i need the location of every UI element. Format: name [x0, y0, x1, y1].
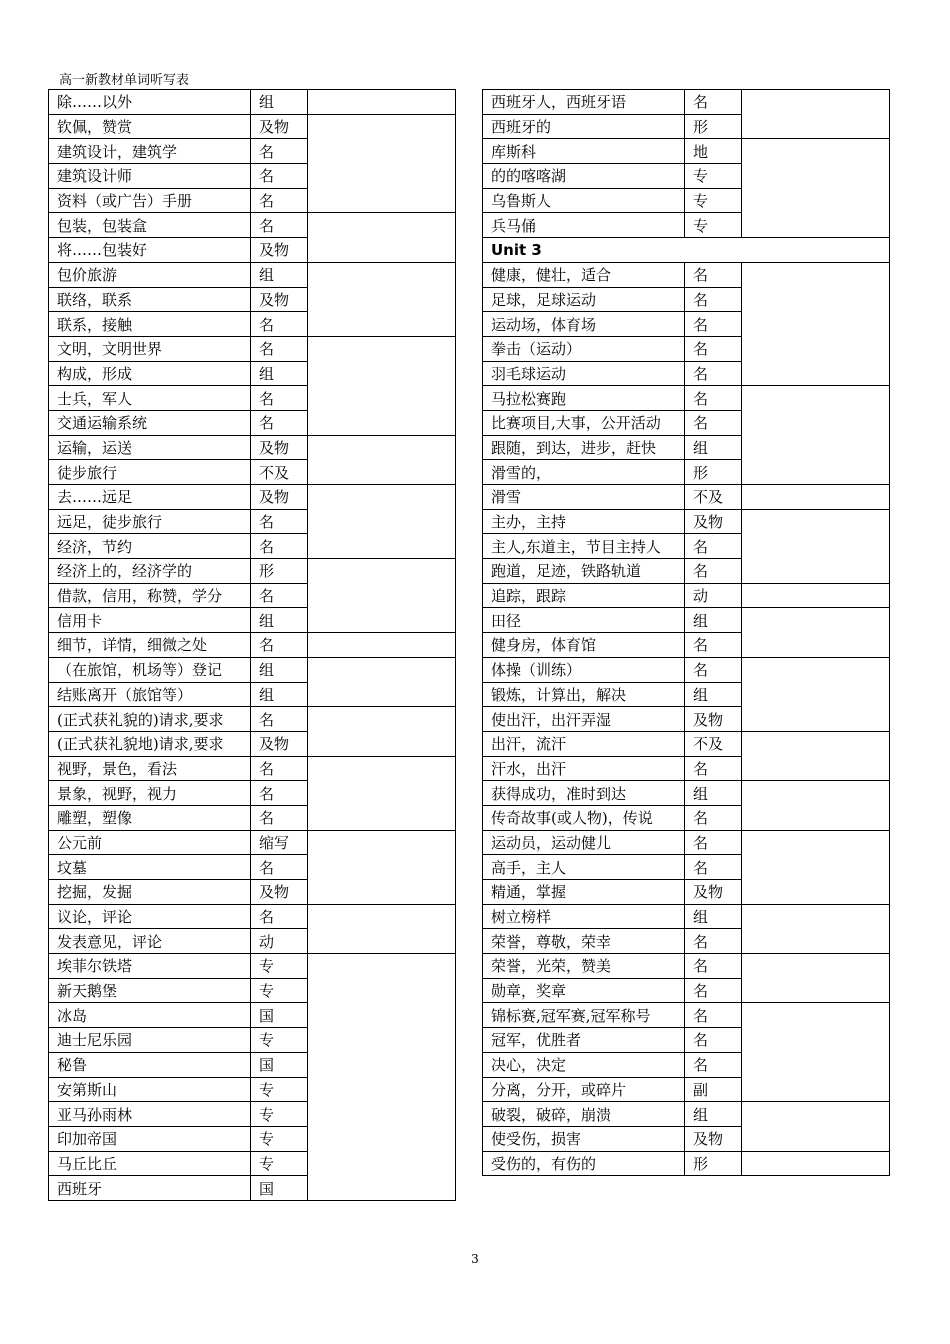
part-of-speech-cell: 名 [685, 90, 742, 115]
word-meaning-cell: 主办，主持 [483, 509, 685, 534]
part-of-speech-cell: 名 [251, 781, 308, 806]
word-meaning-cell: 视野，景色，看法 [49, 756, 251, 781]
word-meaning-cell: 兵马俑 [483, 213, 685, 238]
part-of-speech-cell: 地 [685, 139, 742, 164]
part-of-speech-cell: 组 [251, 90, 308, 115]
word-meaning-cell: 足球，足球运动 [483, 287, 685, 312]
part-of-speech-cell: 名 [685, 1052, 742, 1077]
part-of-speech-cell: 名 [685, 978, 742, 1003]
table-row [49, 114, 456, 139]
word-meaning-cell: 的的喀喀湖 [483, 164, 685, 189]
word-meaning-cell: 细节，详情，细微之处 [49, 633, 251, 658]
answer-blank-cell [308, 114, 456, 213]
page-header: 高一新教材单词听写表 [59, 73, 190, 88]
part-of-speech-cell: 及物 [685, 1126, 742, 1151]
word-meaning-cell: 跟随，到达，进步，赶快 [483, 435, 685, 460]
part-of-speech-cell: 及物 [685, 509, 742, 534]
part-of-speech-cell: 名 [685, 1003, 742, 1028]
answer-blank-cell [742, 139, 890, 238]
part-of-speech-cell: 名 [251, 139, 308, 164]
part-of-speech-cell: 名 [685, 929, 742, 954]
vocab-table-right [482, 89, 890, 1176]
answer-blank-cell [308, 830, 456, 904]
word-meaning-cell: 使受伤，损害 [483, 1126, 685, 1151]
part-of-speech-cell: 形 [251, 559, 308, 584]
word-meaning-cell: 体操（训练） [483, 657, 685, 682]
word-meaning-cell: 士兵，军人 [49, 386, 251, 411]
part-of-speech-cell: 名 [251, 534, 308, 559]
part-of-speech-cell: 名 [685, 954, 742, 979]
word-meaning-cell: 安第斯山 [49, 1077, 251, 1102]
word-meaning-cell: 锦标赛,冠军赛,冠军称号 [483, 1003, 685, 1028]
part-of-speech-cell: 组 [685, 608, 742, 633]
part-of-speech-cell: 专 [251, 1102, 308, 1127]
table-row [49, 90, 456, 115]
word-meaning-cell: (正式获礼貌地)请求,要求 [49, 731, 251, 756]
part-of-speech-cell: 名 [685, 756, 742, 781]
word-meaning-cell: 破裂，破碎，崩溃 [483, 1102, 685, 1127]
answer-blank-cell [742, 904, 890, 953]
part-of-speech-cell: 形 [685, 1151, 742, 1176]
part-of-speech-cell: 专 [685, 213, 742, 238]
part-of-speech-cell: 名 [685, 633, 742, 658]
table-row [483, 485, 890, 510]
word-meaning-cell: 田径 [483, 608, 685, 633]
part-of-speech-cell: 名 [251, 633, 308, 658]
word-meaning-cell: 建筑设计师 [49, 164, 251, 189]
word-meaning-cell: 雕塑，塑像 [49, 805, 251, 830]
word-meaning-cell: 羽毛球运动 [483, 361, 685, 386]
unit-heading-row [483, 238, 890, 263]
word-meaning-cell: 远足，徒步旅行 [49, 509, 251, 534]
word-meaning-cell: 交通运输系统 [49, 410, 251, 435]
word-meaning-cell: 秘鲁 [49, 1052, 251, 1077]
word-meaning-cell: 马拉松赛跑 [483, 386, 685, 411]
table-row [483, 1003, 890, 1028]
word-meaning-cell: 西班牙的 [483, 114, 685, 139]
answer-blank-cell [308, 633, 456, 658]
part-of-speech-cell: 及物 [251, 731, 308, 756]
answer-blank-cell [308, 904, 456, 953]
word-meaning-cell: 健身房，体育馆 [483, 633, 685, 658]
part-of-speech-cell: 名 [251, 756, 308, 781]
part-of-speech-cell: 组 [251, 608, 308, 633]
answer-blank-cell [742, 830, 890, 904]
part-of-speech-cell: 及物 [251, 114, 308, 139]
table-row [483, 904, 890, 929]
part-of-speech-cell: 副 [685, 1077, 742, 1102]
part-of-speech-cell: 名 [251, 583, 308, 608]
answer-blank-cell [742, 90, 890, 139]
answer-blank-cell [308, 262, 456, 336]
table-row [483, 608, 890, 633]
vocab-table-left [48, 89, 456, 1201]
word-meaning-cell: 除……以外 [49, 90, 251, 115]
word-meaning-cell: 跑道，足迹，铁路轨道 [483, 559, 685, 584]
word-meaning-cell: 荣誉，尊敬，荣幸 [483, 929, 685, 954]
word-meaning-cell: 文明，文明世界 [49, 336, 251, 361]
part-of-speech-cell: 组 [251, 361, 308, 386]
word-meaning-cell: 经济上的，经济学的 [49, 559, 251, 584]
part-of-speech-cell: 专 [251, 1126, 308, 1151]
word-meaning-cell: 资料（或广告）手册 [49, 188, 251, 213]
table-row [483, 90, 890, 115]
word-meaning-cell: 勋章，奖章 [483, 978, 685, 1003]
word-meaning-cell: 迪士尼乐园 [49, 1028, 251, 1053]
word-meaning-cell: 比赛项目,大事，公开活动 [483, 410, 685, 435]
part-of-speech-cell: 名 [251, 707, 308, 732]
word-meaning-cell: 树立榜样 [483, 904, 685, 929]
word-meaning-cell: 滑雪的， [483, 460, 685, 485]
answer-blank-cell [742, 608, 890, 657]
part-of-speech-cell: 名 [251, 904, 308, 929]
word-meaning-cell: 传奇故事(或人物)，传说 [483, 805, 685, 830]
word-meaning-cell: 主人,东道主，节目主持人 [483, 534, 685, 559]
table-row [483, 954, 890, 979]
answer-blank-cell [742, 509, 890, 583]
part-of-speech-cell: 专 [251, 1028, 308, 1053]
word-meaning-cell: 结账离开（旅馆等） [49, 682, 251, 707]
table-row [483, 1151, 890, 1176]
part-of-speech-cell: 及物 [685, 880, 742, 905]
word-meaning-cell: 经济，节约 [49, 534, 251, 559]
part-of-speech-cell: 名 [251, 164, 308, 189]
part-of-speech-cell: 名 [251, 213, 308, 238]
word-meaning-cell: 挖掘，发掘 [49, 880, 251, 905]
word-meaning-cell: 将……包装好 [49, 238, 251, 263]
table-row [49, 262, 456, 287]
part-of-speech-cell: 名 [251, 386, 308, 411]
word-meaning-cell: 运动场，体育场 [483, 312, 685, 337]
answer-blank-cell [308, 485, 456, 559]
table-row [483, 731, 890, 756]
part-of-speech-cell: 及物 [251, 880, 308, 905]
table-row [483, 657, 890, 682]
table-row [483, 262, 890, 287]
word-meaning-cell: 西班牙 [49, 1176, 251, 1201]
word-meaning-cell: 精通，掌握 [483, 880, 685, 905]
table-row [49, 954, 456, 979]
part-of-speech-cell: 名 [685, 410, 742, 435]
table-row [49, 756, 456, 781]
word-meaning-cell: 坟墓 [49, 855, 251, 880]
answer-blank-cell [742, 386, 890, 485]
word-meaning-cell: 汗水，出汗 [483, 756, 685, 781]
part-of-speech-cell: 缩写 [251, 830, 308, 855]
part-of-speech-cell: 及物 [251, 238, 308, 263]
part-of-speech-cell: 及物 [251, 287, 308, 312]
part-of-speech-cell: 专 [251, 978, 308, 1003]
table-row [49, 485, 456, 510]
word-meaning-cell: 公元前 [49, 830, 251, 855]
word-meaning-cell: 包装，包装盒 [49, 213, 251, 238]
part-of-speech-cell: 名 [251, 410, 308, 435]
part-of-speech-cell: 国 [251, 1003, 308, 1028]
table-row [483, 781, 890, 806]
word-meaning-cell: 建筑设计，建筑学 [49, 139, 251, 164]
part-of-speech-cell: 名 [685, 336, 742, 361]
part-of-speech-cell: 名 [685, 386, 742, 411]
table-row [49, 559, 456, 584]
word-meaning-cell: 运输，运送 [49, 435, 251, 460]
word-meaning-cell: 锻炼，计算出，解决 [483, 682, 685, 707]
answer-blank-cell [742, 262, 890, 385]
part-of-speech-cell: 专 [685, 188, 742, 213]
answer-blank-cell [742, 781, 890, 830]
table-row [49, 707, 456, 732]
answer-blank-cell [308, 707, 456, 756]
part-of-speech-cell: 名 [685, 830, 742, 855]
part-of-speech-cell: 不及 [685, 485, 742, 510]
word-meaning-cell: 冠军，优胜者 [483, 1028, 685, 1053]
answer-blank-cell [742, 657, 890, 731]
table-row [49, 213, 456, 238]
word-meaning-cell: 去……远足 [49, 485, 251, 510]
part-of-speech-cell: 动 [251, 929, 308, 954]
word-meaning-cell: 使出汗，出汗弄湿 [483, 707, 685, 732]
unit-heading: Unit 3 [483, 238, 890, 263]
part-of-speech-cell: 组 [685, 904, 742, 929]
answer-blank-cell [742, 954, 890, 1003]
part-of-speech-cell: 组 [685, 682, 742, 707]
part-of-speech-cell: 国 [251, 1052, 308, 1077]
part-of-speech-cell: 名 [685, 805, 742, 830]
part-of-speech-cell: 及物 [251, 485, 308, 510]
word-meaning-cell: 健康，健壮，适合 [483, 262, 685, 287]
word-meaning-cell: 西班牙人，西班牙语 [483, 90, 685, 115]
part-of-speech-cell: 名 [685, 287, 742, 312]
word-meaning-cell: 信用卡 [49, 608, 251, 633]
part-of-speech-cell: 名 [685, 559, 742, 584]
table-row [49, 336, 456, 361]
table-row [483, 1102, 890, 1127]
answer-blank-cell [742, 1003, 890, 1102]
word-meaning-cell: 景象，视野，视力 [49, 781, 251, 806]
word-meaning-cell: 分离，分开，或碎片 [483, 1077, 685, 1102]
word-meaning-cell: 发表意见，评论 [49, 929, 251, 954]
answer-blank-cell [742, 1102, 890, 1151]
answer-blank-cell [308, 657, 456, 706]
answer-blank-cell [742, 485, 890, 510]
answer-blank-cell [308, 954, 456, 1201]
part-of-speech-cell: 名 [251, 805, 308, 830]
table-row [483, 509, 890, 534]
part-of-speech-cell: 专 [251, 954, 308, 979]
word-meaning-cell: 议论，评论 [49, 904, 251, 929]
part-of-speech-cell: 组 [251, 682, 308, 707]
table-row [483, 583, 890, 608]
word-meaning-cell: 拳击（运动） [483, 336, 685, 361]
word-meaning-cell: 亚马孙雨林 [49, 1102, 251, 1127]
part-of-speech-cell: 名 [251, 188, 308, 213]
part-of-speech-cell: 不及 [251, 460, 308, 485]
table-row [49, 830, 456, 855]
part-of-speech-cell: 名 [685, 1028, 742, 1053]
part-of-speech-cell: 国 [251, 1176, 308, 1201]
answer-blank-cell [308, 336, 456, 435]
word-meaning-cell: 联系，接触 [49, 312, 251, 337]
part-of-speech-cell: 组 [685, 435, 742, 460]
table-row [483, 139, 890, 164]
part-of-speech-cell: 专 [251, 1151, 308, 1176]
part-of-speech-cell: 名 [685, 855, 742, 880]
word-meaning-cell: 受伤的，有伤的 [483, 1151, 685, 1176]
part-of-speech-cell: 及物 [251, 435, 308, 460]
part-of-speech-cell: 名 [251, 312, 308, 337]
answer-blank-cell [308, 435, 456, 484]
part-of-speech-cell: 名 [251, 509, 308, 534]
answer-blank-cell [742, 1151, 890, 1176]
part-of-speech-cell: 及物 [685, 707, 742, 732]
part-of-speech-cell: 组 [685, 1102, 742, 1127]
word-meaning-cell: 冰岛 [49, 1003, 251, 1028]
answer-blank-cell [308, 90, 456, 115]
word-meaning-cell: 滑雪 [483, 485, 685, 510]
word-meaning-cell: 包价旅游 [49, 262, 251, 287]
part-of-speech-cell: 名 [685, 657, 742, 682]
part-of-speech-cell: 名 [251, 336, 308, 361]
word-meaning-cell: 构成，形成 [49, 361, 251, 386]
part-of-speech-cell: 名 [685, 534, 742, 559]
table-row [483, 830, 890, 855]
answer-blank-cell [742, 731, 890, 780]
answer-blank-cell [308, 756, 456, 830]
part-of-speech-cell: 形 [685, 114, 742, 139]
part-of-speech-cell: 组 [251, 262, 308, 287]
part-of-speech-cell: 名 [685, 361, 742, 386]
part-of-speech-cell: 专 [251, 1077, 308, 1102]
word-meaning-cell: 印加帝国 [49, 1126, 251, 1151]
page-number: 3 [471, 1252, 479, 1266]
word-meaning-cell: 马丘比丘 [49, 1151, 251, 1176]
word-meaning-cell: 钦佩，赞赏 [49, 114, 251, 139]
word-meaning-cell: 荣誉，光荣，赞美 [483, 954, 685, 979]
table-row [49, 657, 456, 682]
part-of-speech-cell: 组 [685, 781, 742, 806]
part-of-speech-cell: 名 [685, 262, 742, 287]
word-meaning-cell: 追踪，跟踪 [483, 583, 685, 608]
table-row [49, 633, 456, 658]
word-meaning-cell: 获得成功，准时到达 [483, 781, 685, 806]
word-meaning-cell: 出汗，流汗 [483, 731, 685, 756]
word-meaning-cell: 高手，主人 [483, 855, 685, 880]
word-meaning-cell: 联络，联系 [49, 287, 251, 312]
word-meaning-cell: 借款，信用，称赞，学分 [49, 583, 251, 608]
part-of-speech-cell: 不及 [685, 731, 742, 756]
table-row [483, 386, 890, 411]
answer-blank-cell [308, 213, 456, 262]
word-meaning-cell: (正式获礼貌的)请求,要求 [49, 707, 251, 732]
part-of-speech-cell: 动 [685, 583, 742, 608]
part-of-speech-cell: 专 [685, 164, 742, 189]
word-meaning-cell: 决心，决定 [483, 1052, 685, 1077]
word-meaning-cell: 新天鹅堡 [49, 978, 251, 1003]
part-of-speech-cell: 名 [251, 855, 308, 880]
part-of-speech-cell: 名 [685, 312, 742, 337]
word-meaning-cell: 徒步旅行 [49, 460, 251, 485]
word-meaning-cell: 乌鲁斯人 [483, 188, 685, 213]
word-meaning-cell: （在旅馆，机场等）登记 [49, 657, 251, 682]
word-meaning-cell: 埃菲尔铁塔 [49, 954, 251, 979]
table-row [49, 904, 456, 929]
part-of-speech-cell: 组 [251, 657, 308, 682]
answer-blank-cell [308, 559, 456, 633]
part-of-speech-cell: 形 [685, 460, 742, 485]
word-meaning-cell: 库斯科 [483, 139, 685, 164]
answer-blank-cell [742, 583, 890, 608]
word-meaning-cell: 运动员，运动健儿 [483, 830, 685, 855]
table-row [49, 435, 456, 460]
